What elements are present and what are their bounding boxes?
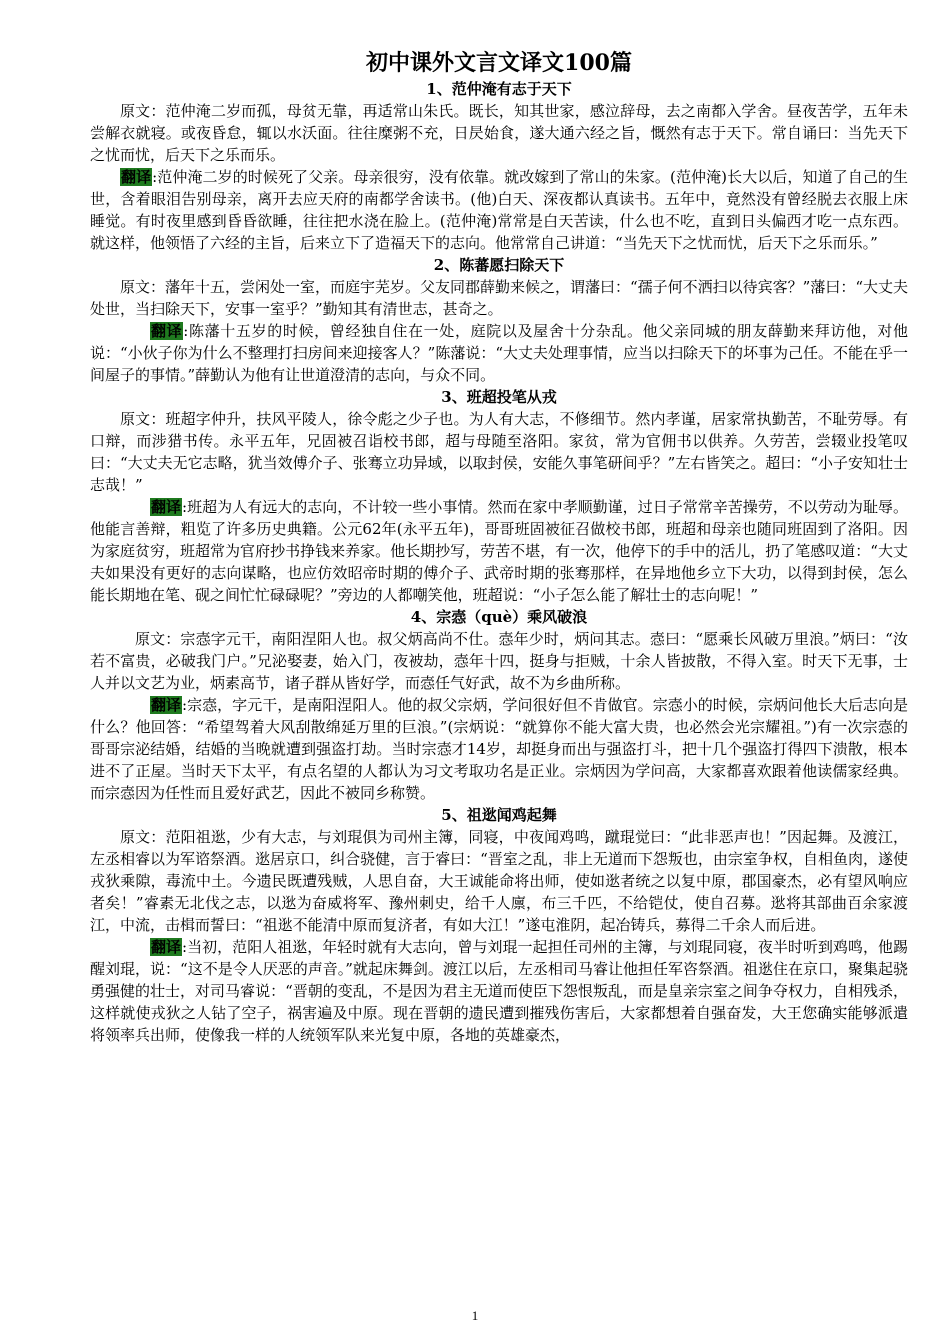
translation-label: 翻译: [151, 938, 182, 956]
section-title-5: 5、祖逖闻鸡起舞: [441, 806, 557, 824]
section-5-translation-text: :当初，范阳人祖逖，年轻时就有大志向，曾与刘琨一起担任司州的主簿，与刘琨同寝，夜半时听到鸡鸣，他踢醒刘琨，说：“这不是令人厌恶的声音。”就起床舞剑。渡江以后，左丞相司马睿让他担任军咨祭酒。祖逖住在京口，聚集起骁勇强健的壮士，对司马睿说：“晋朝的变乱，不是因为君主无道而使臣下怨恨叛乱，而是皇亲宗室之间争夺权力，自相残杀，这样就使戎狄之人钻了空子，祸害遍及中原。现在晋朝的遗民遭到摧残伤害后，大家都想着自强奋发，大王您确实能够派遣将领率兵出师，使像我一样的人统领军队来光复中原，各地的英雄豪杰，: [90, 938, 908, 1044]
section-3-translation: [90, 496, 908, 606]
section-title-2: 2、陈蕃愿扫除天下: [433, 256, 565, 274]
section-3-original: 原文：班超字仲升，扶风平陵人，徐令彪之少子也。为人有大志，不修细节。然内孝谨，居家常执勤苦，不耻劳辱。有口辩，而涉猎书传。永平五年，兄固被召诣校书郎，超与母随至洛阳。家贫，常为官佣书以供养。久劳苦，尝辍业投笔叹曰：“大丈夫无它志略，犹当效傅介子、张骞立功异域，以取封侯，安能久事笔研间乎？”左右皆笑之。超曰：“小子安知壮士志哉！”: [90, 410, 909, 494]
section-title-3: 3、班超投笔从戎: [441, 388, 557, 406]
section-2-translation-text: :陈藩十五岁的时候，曾经独自住在一处，庭院以及屋舍十分杂乱。他父亲同城的朋友薛勤来拜访他，对他说：“小伙子你为什么不整理打扫房间来迎接客人？”陈藩说：“大丈夫处理事情，应当以扫除天下的坏事为己任。不能在乎一间屋子的事情。”薛勤认为他有让世道澄清的志向，与众不同。: [90, 322, 909, 384]
section-title-4: 4、宗悫（què）乘风破浪: [410, 608, 588, 626]
section-4-translation: [90, 694, 908, 804]
translation-label: 翻译: [121, 168, 152, 186]
section-2-original: 原文：藩年十五，尝闲处一室，而庭宇芜岁。父友同郡薛勤来候之，谓藩曰：“孺子何不洒扫以待宾客？”藩曰：“大丈夫处世，当扫除天下，安事一室乎？”勤知其有清世志，甚奇之。: [90, 278, 909, 318]
section-2-translation: [90, 320, 908, 386]
section-3-translation-text: :班超为人有远大的志向，不计较一些小事情。然而在家中孝顺勤谨，过日子常常辛苦操劳，不以劳动为耻辱。他能言善辩，粗览了许多历史典籍。公元62年(永平五年)，哥哥班固被征召做校书郎，班超和母亲也随同班固到了洛阳。因为家庭贫穷，班超常为官府抄书挣钱来养家。他长期抄写，劳苦不堪，有一次，他停下的手中的活儿，扔了笔感叹道：“大丈夫如果没有更好的志向谋略，也应仿效昭帝时期的傅介子、武帝时期的张骞那样，在异地他乡立下大功，以得到封侯，怎么能长期地在笔、砚之间忙忙碌碌呢？”旁边的人都嘲笑他，班超说：“小子怎么能了解壮士的志向呢！”: [90, 498, 908, 604]
translation-label: 翻译: [151, 696, 182, 714]
section-5-original: 原文：范阳祖逖，少有大志，与刘琨俱为司州主簿，同寝，中夜闻鸡鸣，蹴琨觉曰：“此非恶声也！”因起舞。及渡江，左丞相睿以为军谘祭酒。逖居京口，纠合骁健，言于睿曰：“晋室之乱，非上无道而下怨叛也，由宗室争权，自相鱼肉，遂使戎狄乘隙，毒流中土。今遗民既遭残贼，人思自奋，大王诚能命将出师，使如逖者统之以复中原，郡国豪杰，必有望风响应者矣！”睿素无北伐之志，以逖为奋威将军、豫州刺史，给千人廪，布三千匹，不给铠仗，使自召募。逖将其部曲百余家渡江，中流，击楫而誓曰：“祖逖不能清中原而复济者，有如大江！”遂屯淮阴，起冶铸兵，募得二千余人而后进。: [90, 828, 908, 934]
section-1-translation: [90, 166, 908, 254]
section-5-translation: [90, 936, 908, 1046]
section-1-translation-text: :范仲淹二岁的时候死了父亲。母亲很穷，没有依靠。就改嫁到了常山的朱家。(范仲淹)长大以后，知道了自己的生世，含着眼泪告别母亲，离开去应天府的南都学舍读书。(他)白天、深夜都认真读书。五年中，竟然没有曾经脱去衣服上床睡觉。有时夜里感到昏昏欲睡，往往把水浇在脸上。(范仲淹)常常是白天苦读，什么也不吃，直到日头偏西才吃一点东西。就这样，他领悟了六经的主旨，后来立下了造福天下的志向。他常常自己讲道：“当先天下之忧而忧，后天下之乐而乐。”: [90, 168, 908, 252]
page-number: 1: [471, 1308, 479, 1323]
translation-label: 翻译: [151, 322, 183, 340]
section-1-original: 原文：范仲淹二岁而孤，母贫无靠，再适常山朱氏。既长，知其世家，感泣辞母，去之南都入学舍。昼夜苦学，五年未尝解衣就寝。或夜昏怠，辄以水沃面。往往糜粥不充，日昃始食，遂大通六经之旨，慨然有志于天下。常自诵曰：当先天下之忧而忧，后天下之乐而乐。: [90, 102, 908, 164]
section-title-1: 1、范仲淹有志于天下: [426, 80, 572, 98]
document-page: [90, 48, 908, 1046]
document-title: 初中课外文言文译文100篇: [366, 50, 632, 76]
section-4-translation-text: :宗悫，字元干，是南阳涅阳人。他的叔父宗炳，学问很好但不肯做官。宗悫小的时候，宗炳问他长大后志向是什么？他回答：“希望驾着大风刮散绵延万里的巨浪。”(宗炳说：“就算你不能大富大贵，也必然会光宗耀祖。”)有一次宗悫的哥哥宗泌结婚，结婚的当晚就遭到强盗打劫。当时宗悫才14岁，却挺身而出与强盗打斗，把十几个强盗打得四下溃散，根本进不了正屋。当时天下太平，有点名望的人都认为习文考取功名是正业。宗炳因为学问高，大家都喜欢跟着他读儒家经典。而宗悫因为任性而且爱好武艺，因此不被同乡称赞。: [90, 696, 908, 802]
section-4-original: 原文：宗悫字元干，南阳涅阳人也。叔父炳高尚不仕。悫年少时，炳问其志。悫曰：“愿乘长风破万里浪。”炳曰：“汝若不富贵，必破我门户。”兄泌娶妻，始入门，夜被劫，悫年十四，挺身与拒贼，十余人皆披散，不得入室。时天下无事，士人并以文艺为业，炳素高节，诸子群从皆好学，而悫任气好武，故不为乡曲所称。: [90, 630, 908, 692]
translation-label: 翻译: [151, 498, 182, 516]
